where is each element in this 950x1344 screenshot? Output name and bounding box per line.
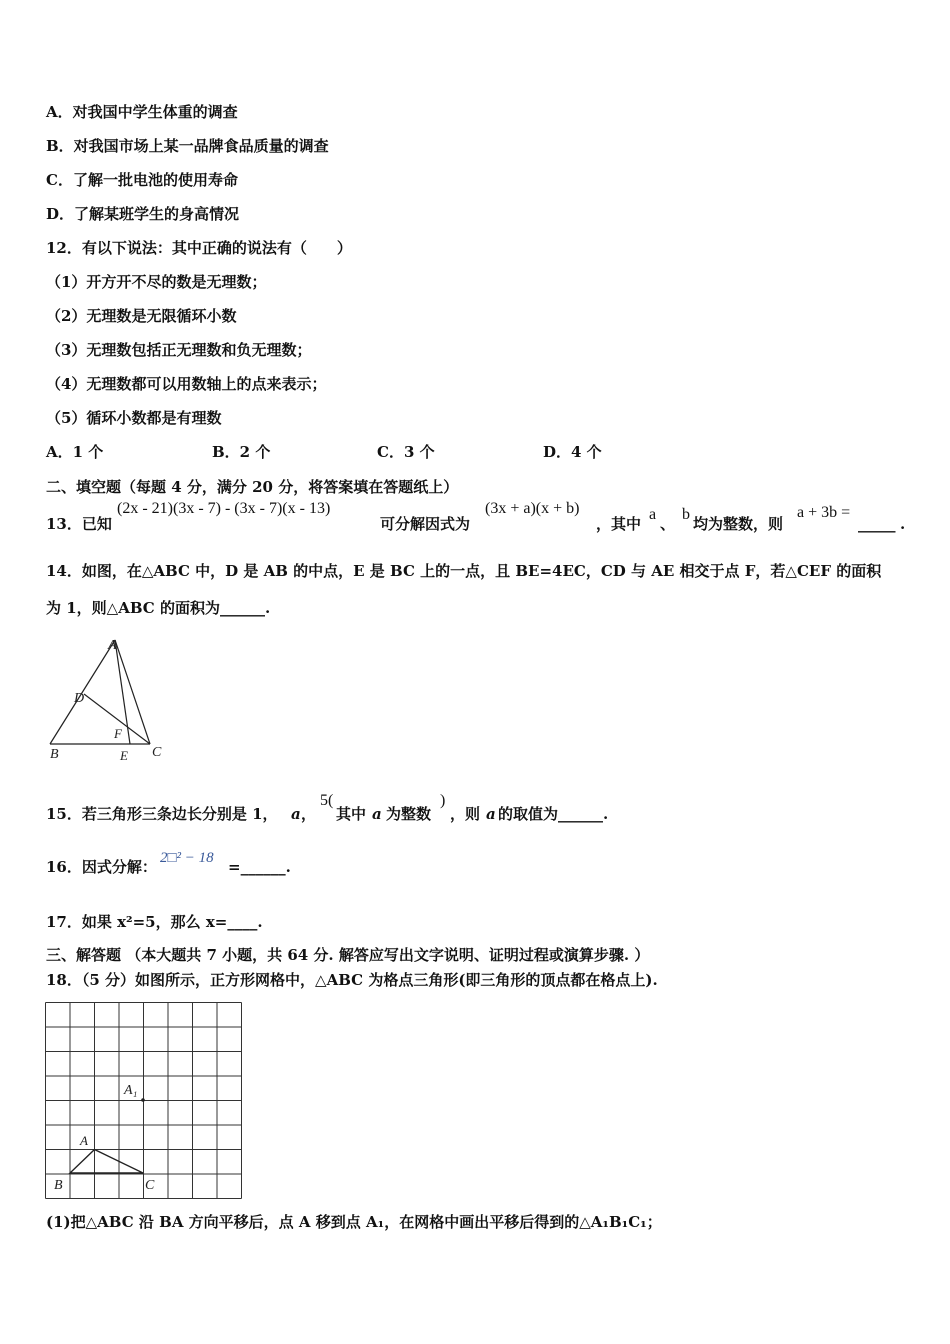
q15-var-a: a <box>291 805 301 823</box>
q15-mid-2: 为整数 <box>386 805 432 823</box>
q15-comma: ， <box>301 805 317 823</box>
q15-close: ) <box>440 792 446 809</box>
q13-end: . <box>900 515 906 533</box>
q13-blank: _____ <box>858 515 896 533</box>
grid-label-c: C <box>145 1178 155 1193</box>
q12-statement-3: （3）无理数包括正无理数和负无理数； <box>46 341 312 359</box>
q13-mid-2: ，其中 <box>596 515 642 533</box>
q15-rest-var: a <box>486 805 496 823</box>
q15-prefix: 15．若三角形三条边长分别是 1， <box>46 805 278 823</box>
q13-var-a: a <box>649 506 657 523</box>
q12-option-d: D．4 个 <box>543 443 602 461</box>
q16-suffix: =______. <box>228 858 291 876</box>
grid-label-a: A <box>80 1133 88 1148</box>
q12-option-b: B．2 个 <box>212 443 271 461</box>
q12-option-c: C．3 个 <box>377 443 435 461</box>
q12-statement-5: （5）循环小数都是有理数 <box>46 409 222 427</box>
q13-mid-3: 均为整数，则 <box>693 515 784 533</box>
q16-prefix: 16．因式分解： <box>46 858 157 876</box>
grid-label-a1: A₁ <box>124 1083 138 1098</box>
label-f: F <box>114 726 122 741</box>
triangle-figure <box>40 632 180 767</box>
q15-five: 5( <box>320 792 334 809</box>
q13-expression-3: a + 3b = <box>797 504 851 521</box>
label-b: B <box>50 747 59 762</box>
q12-statement-4: （4）无理数都可以用数轴上的点来表示； <box>46 375 327 393</box>
label-a: A <box>108 638 117 653</box>
label-d: D <box>74 691 85 706</box>
q13-prefix: 13．已知 <box>46 515 112 533</box>
q11-option-b: B．对我国市场上某一品牌食品质量的调查 <box>46 137 329 155</box>
q13-expression-1: (2x - 21)(3x - 7) - (3x - 7)(x - 13) <box>117 500 331 517</box>
q17: 17．如果 x²=5，那么 x=____. <box>46 913 263 931</box>
q12-statement-1: （1）开方开不尽的数是无理数； <box>46 273 267 291</box>
q13-mid: 可分解因式为 <box>380 515 471 533</box>
q18-part-1: (1)把△ABC 沿 BA 方向平移后，点 A 移到点 A₁，在网格中画出平移后得到的△A₁B₁C₁； <box>46 1213 662 1231</box>
grid-label-b: B <box>54 1178 63 1193</box>
q11-option-a: A．对我国中学生体重的调查 <box>46 103 238 121</box>
section-3-heading: 三、解答题 （本大题共 7 小题，共 64 分. 解答应写出文字说明、证明过程或演算步骤. ） <box>46 946 650 964</box>
grid-figure <box>44 1001 244 1201</box>
q15-rest-1: ，则 <box>450 805 481 823</box>
q11-option-d: D．了解某班学生的身高情况 <box>46 205 240 223</box>
q12-stem: 12．有以下说法：其中正确的说法有（ ） <box>46 239 352 257</box>
q11-option-c: C．了解一批电池的使用寿命 <box>46 171 238 189</box>
q15-mid-var: a <box>372 805 382 823</box>
q12-statement-2: （2）无理数是无限循环小数 <box>46 307 237 325</box>
q18-stem: 18．（5 分）如图所示，正方形网格中，△ABC 为格点三角形(即三角形的顶点都在格点上). <box>46 971 658 989</box>
q16-expression: 2□² − 18 <box>160 850 214 866</box>
q13-separator: 、 <box>660 515 676 533</box>
point-a1 <box>141 1098 145 1102</box>
q15-rest-2: 的取值为______. <box>498 805 609 823</box>
section-2-heading: 二、填空题（每题 4 分，满分 20 分，将答案填在答题纸上） <box>46 478 459 496</box>
q14-line-1: 14．如图，在△ABC 中，D 是 AB 的中点，E 是 BC 上的一点，且 BE=4EC，CD 与 AE 相交于点 F，若△CEF 的面积 <box>46 562 882 580</box>
q12-option-a: A．1 个 <box>46 443 104 461</box>
q13-var-b: b <box>682 506 690 523</box>
label-e: E <box>120 748 128 763</box>
q13-expression-2: (3x + a)(x + b) <box>485 500 580 517</box>
triangle-abc <box>70 1150 143 1174</box>
q14-line-2: 为 1，则△ABC 的面积为______. <box>46 599 271 617</box>
label-c: C <box>152 745 162 760</box>
q15-mid: 其中 <box>336 805 367 823</box>
